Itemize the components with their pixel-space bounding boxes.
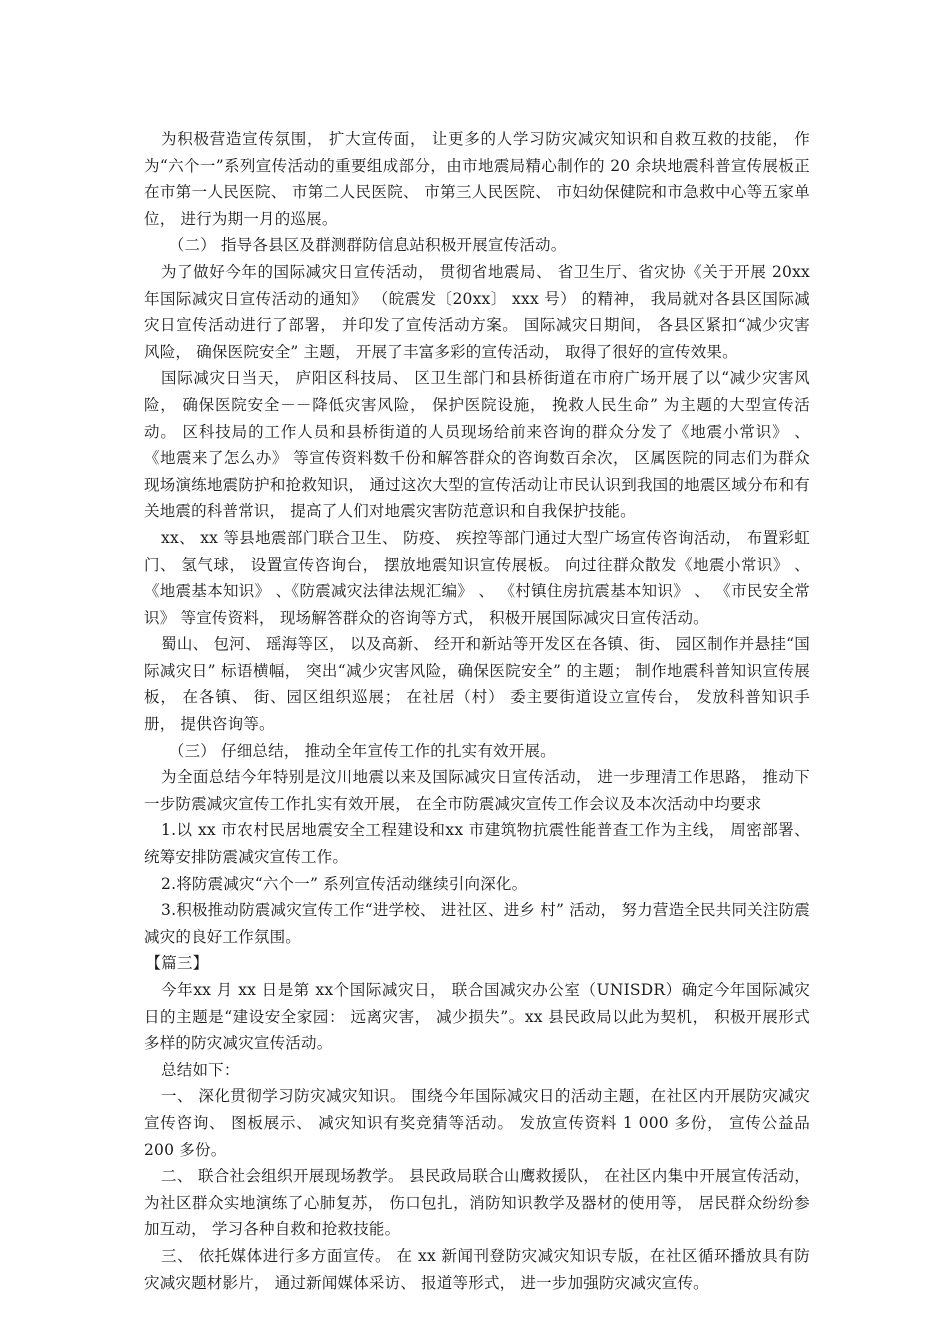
paragraph-counties: xx、 xx 等县地震部门联合卫生、 防疫、 疾控等部门通过大型广场宣传咨询活动， 布置彩虹门、 氢气球， 设置宣传咨询台， 摆放地震知识宣传展板。 向过往群众散发《地震小常识》 、 《地震基本知识》 、《防震减灾法律法规汇编》 、 《村镇住房抗震基本知识》 、 《市民安全常识》 等宣传资料， 现场解答群众的咨询等方式， 积极开展国际减灾日宣传活动。 bbox=[144, 528, 810, 627]
paragraph-deployment: 为了做好今年的国际减灾日宣传活动， 贯彻省地震局、 省卫生厅、省灾协《关于开展 20xx 年国际减灾日宣传活动的通知》 （皖震发〔20xx〕 xxx 号） 的精神， 我局就对各县区国际减灾日宣传活动进行了部署， 并印发了宣传活动方案。 国际减灾日期间， 各县区紧扣“减少灾害风险， 确保医院安全” 主题， 开展了丰富多彩的宣传活动， 取得了很好的宣传效果。 bbox=[144, 262, 810, 361]
chapter-heading: 【篇三】 bbox=[145, 954, 209, 973]
list-item-1: 1.以 xx 市农村民居地震安全工程建设和xx 市建筑物抗震性能普查工作为主线， 周密部署、 统筹安排防震减灾宣传工作。 bbox=[144, 821, 810, 867]
paragraph-point-3: 三、 依托媒体进行多方面宣传。 在 xx 新闻刊登防灾减灾知识专版，在社区循环播放具有防灾减灾题材影片， 通过新闻媒体采访、 报道等形式， 进一步加强防灾减灾宣传。 bbox=[144, 1246, 810, 1292]
list-item-2: 2.将防震减灾“六个一” 系列宣传活动继续引向深化。 bbox=[161, 874, 528, 893]
paragraph-point-1: 一、 深化贯彻学习防灾减灾知识。 围绕今年国际减灾日的活动主题，在社区内开展防灾减灾宣传咨询、 图板展示、 减灾知识有奖竞猜等活动。 发放宣传资料 1 000 多份， 宣传公益品 200 多份。 bbox=[144, 1087, 810, 1159]
paragraph-summary-label: 总结如下： bbox=[161, 1060, 240, 1079]
paragraph-summary-intro: 为全面总结今年特别是汶川地震以来及国际减灾日宣传活动， 进一步理清工作思路， 推动下一步防震减灾宣传工作扎实有效开展， 在全市防震减灾宣传工作会议及本次活动中均要求 bbox=[144, 768, 810, 813]
section-heading-3: （三） 仔细总结， 推动全年宣传工作的扎实有效开展。 bbox=[168, 741, 556, 760]
paragraph-disaster-day: 今年xx 月 xx 日是第 xx个国际减灾日， 联合国减灾办公室（UNISDR）确定今年国际减灾日的主题是“建设安全家园： 远离灾害， 减少损失”。xx 县民政局以此为契机， 积极开展形式多样的防灾减灾宣传活动。 bbox=[144, 981, 810, 1053]
document-body bbox=[144, 126, 810, 1296]
paragraph-exhibition: 为积极营造宣传氛围， 扩大宣传面， 让更多的人学习防灾减灾知识和自救互救的技能， 作为“六个一”系列宣传活动的重要组成部分，由市地震局精心制作的 20 余块地震科普宣传展板正在市第一人民医院、 市第二人民医院、 市第三人民医院、 市妇幼保健院和市急救中心等五家单位， 进行为期一月的巡展。 bbox=[144, 130, 810, 228]
paragraph-point-2: 二、 联合社会组织开展现场教学。 县民政局联合山鹰救援队， 在社区内集中开展宣传活动， 为社区群众实地演练了心肺复苏， 伤口包扎，消防知识教学及器材的使用等， 居民群众纷纷参加互动， 学习各种自救和抢救技能。 bbox=[144, 1167, 810, 1239]
list-item-3: 3.积极推动防震减灾宣传工作“进学校、 进社区、进乡 村” 活动， 努力营造全民共同关注防震减灾的良好工作氛围。 bbox=[144, 901, 810, 946]
section-heading-2: （二） 指导各县区及群测群防信息站积极开展宣传活动。 bbox=[168, 236, 567, 255]
paragraph-luyang: 国际减灾日当天， 庐阳区科技局、 区卫生部门和县桥街道在市府广场开展了以“减少灾害风险， 确保医院安全－－降低灾害风险， 保护医院设施， 挽救人民生命” 为主题的大型宣传活动。 区科技局的工作人员和县桥街道的人员现场给前来咨询的群众分发了《地震小常识》 、 《地震来了怎么办》 等宣传资料数千份和解答群众的咨询数百余次， 区属医院的同志们为群众现场演练地震防护和抢救知识， 通过这次大型的宣传活动让市民认识到我国的地震区域分布和有关地震的科普常识， 提高了人们对地震灾害防范意识和自我保护技能。 bbox=[144, 369, 810, 521]
paragraph-districts: 蜀山、 包河、 瑶海等区， 以及高新、 经开和新站等开发区在各镇、街、 园区制作并悬挂“国际减灾日” 标语横幅， 突出“减少灾害风险，确保医院安全” 的主题； 制作地震科普知识宣传展板， 在各镇、 街、园区组织巡展； 在社居（村） 委主要街道设立宣传台， 发放科普知识手册， 提供咨询等。 bbox=[144, 635, 810, 734]
